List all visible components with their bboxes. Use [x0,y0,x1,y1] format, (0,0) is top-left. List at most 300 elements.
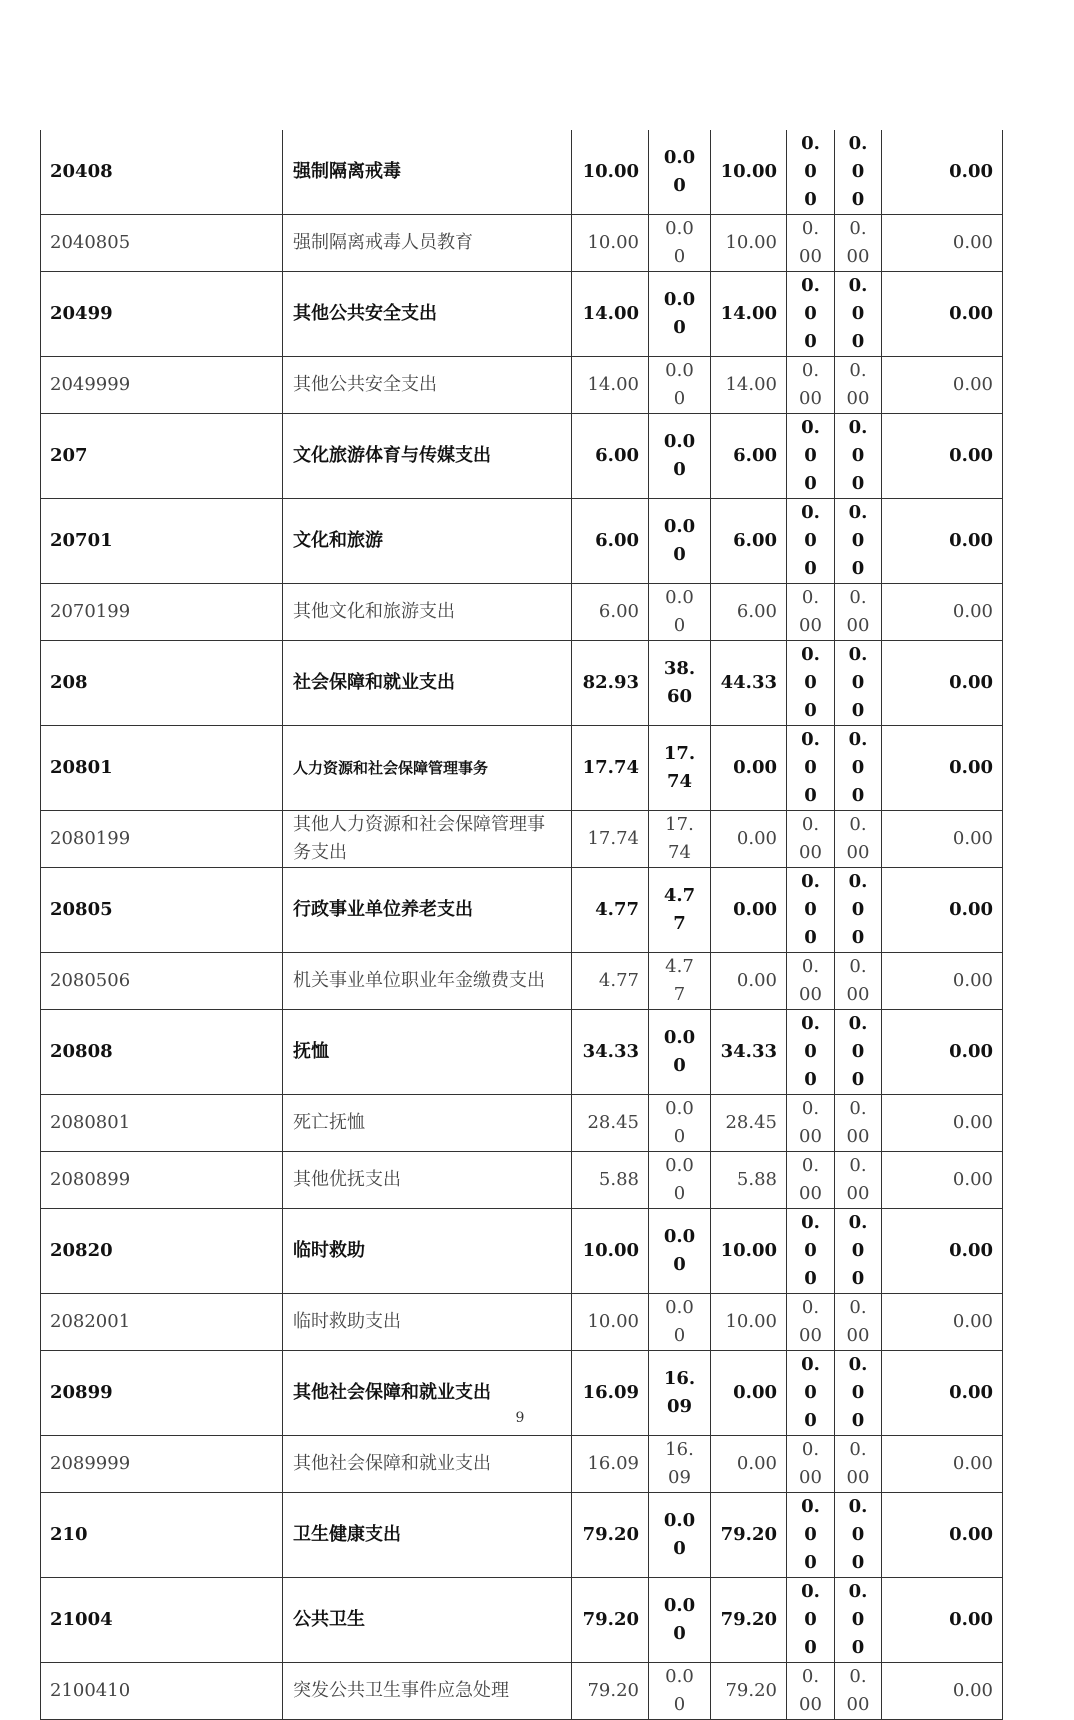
total-cell-text: 79.20 [582,1609,639,1630]
total-cell-text: 17.74 [582,757,639,778]
name-cell [283,1010,572,1095]
col-c-cell [882,1152,1003,1209]
code-cell [41,1294,283,1351]
name-cell [283,584,572,641]
project-cell-text: 14.00 [720,303,777,324]
col-b-cell [835,1493,882,1578]
col-c-cell-text: 0.00 [949,757,993,778]
project-cell [711,215,787,272]
project-cell-text: 0.00 [733,899,777,920]
col-b-cell [835,726,882,811]
col-a-cell [787,130,835,215]
name-cell-text: 其他公共安全支出 [293,374,437,395]
col-b-cell [835,1152,882,1209]
col-c-cell-text: 0.00 [949,1041,993,1062]
basic-cell-text: 0.00 [663,1510,696,1559]
basic-cell [649,868,711,953]
col-a-cell-text: 0.00 [801,1581,820,1658]
col-b-cell-text: 0.00 [846,1666,870,1715]
total-cell-text: 28.45 [587,1112,639,1133]
project-cell [711,1578,787,1663]
name-cell [283,414,572,499]
table-row [41,868,1003,953]
table-row [41,1209,1003,1294]
col-c-cell-text: 0.00 [952,1680,993,1701]
name-cell-text: 突发公共卫生事件应急处理 [293,1680,509,1701]
project-cell-text: 44.33 [720,672,777,693]
name-cell-text: 人力资源和社会保障管理事务 [293,759,489,777]
col-a-cell-text: 0.00 [799,360,822,409]
total-cell [572,130,649,215]
basic-cell [649,130,711,215]
table-row [41,1294,1003,1351]
name-cell-text: 其他文化和旅游支出 [293,601,455,622]
project-cell-text: 10.00 [720,1240,777,1261]
col-b-cell-text: 0.00 [846,1439,870,1488]
table-row [41,1493,1003,1578]
total-cell [572,1436,649,1493]
project-cell-text: 79.20 [720,1524,777,1545]
project-cell [711,357,787,414]
col-c-cell [882,272,1003,357]
name-cell-text: 文化和旅游 [293,530,383,551]
code-cell-text: 20408 [50,161,113,182]
col-a-cell [787,272,835,357]
col-b-cell [835,1294,882,1351]
code-cell-text: 2082001 [50,1311,131,1332]
col-c-cell-text: 0.00 [952,601,993,622]
project-cell-text: 34.33 [720,1041,777,1062]
total-cell-text: 10.00 [587,232,639,253]
name-cell [283,1493,572,1578]
name-cell-text: 强制隔离戒毒 [293,161,401,182]
basic-cell [649,1294,711,1351]
basic-cell [649,1095,711,1152]
table-row [41,641,1003,726]
project-cell [711,1663,787,1720]
basic-cell-text: 0.00 [663,1595,696,1644]
basic-cell [649,953,711,1010]
basic-cell-text: 0.00 [665,218,694,267]
col-b-cell [835,953,882,1010]
total-cell [572,1493,649,1578]
basic-cell-text: 16.09 [665,1439,694,1488]
basic-cell-text: 4.77 [665,956,694,1005]
name-cell-text: 公共卫生 [293,1609,365,1630]
total-cell-text: 4.77 [595,899,639,920]
col-c-cell-text: 0.00 [949,899,993,920]
col-b-cell-text: 0.00 [846,1297,870,1346]
total-cell [572,357,649,414]
name-cell-text: 其他公共安全支出 [293,303,437,324]
name-cell-text: 抚恤 [293,1041,329,1062]
name-cell-text: 其他人力资源和社会保障管理事务支出 [293,814,545,863]
total-cell-text: 16.09 [587,1453,639,1474]
basic-cell-text: 0.00 [663,431,696,480]
total-cell-text: 34.33 [582,1041,639,1062]
col-c-cell [882,641,1003,726]
code-cell [41,1663,283,1720]
table-row [41,1095,1003,1152]
project-cell [711,1209,787,1294]
col-c-cell [882,1294,1003,1351]
basic-cell-text: 17.74 [665,814,694,863]
project-cell [711,1095,787,1152]
basic-cell [649,1436,711,1493]
total-cell [572,726,649,811]
col-a-cell-text: 0.00 [799,1297,822,1346]
col-b-cell-text: 0.00 [848,1496,868,1573]
total-cell [572,1209,649,1294]
col-b-cell-text: 0.00 [848,1581,868,1658]
code-cell [41,499,283,584]
code-cell [41,130,283,215]
code-cell [41,215,283,272]
name-cell-text: 行政事业单位养老支出 [293,899,473,920]
project-cell-text: 6.00 [733,530,777,551]
basic-cell [649,1010,711,1095]
total-cell [572,1294,649,1351]
col-c-cell [882,1010,1003,1095]
col-a-cell-text: 0.00 [799,956,822,1005]
col-b-cell-text: 0.00 [846,1155,870,1204]
col-a-cell [787,414,835,499]
col-b-cell [835,272,882,357]
total-cell [572,1095,649,1152]
col-b-cell-text: 0.00 [846,956,870,1005]
col-b-cell [835,1209,882,1294]
basic-cell [649,1152,711,1209]
name-cell-text: 文化旅游体育与传媒支出 [293,445,491,466]
total-cell [572,1578,649,1663]
basic-cell-text: 0.00 [663,516,696,565]
name-cell [283,726,572,811]
basic-cell [649,414,711,499]
code-cell [41,953,283,1010]
col-b-cell [835,1578,882,1663]
col-c-cell [882,414,1003,499]
col-c-cell-text: 0.00 [949,161,993,182]
basic-cell-text: 0.00 [663,1027,696,1076]
col-c-cell-text: 0.00 [949,530,993,551]
basic-cell-text: 17.74 [663,743,696,792]
code-cell [41,1209,283,1294]
col-b-cell-text: 0.00 [848,133,868,210]
project-cell [711,414,787,499]
project-cell-text: 0.00 [736,828,777,849]
col-c-cell [882,868,1003,953]
table-row [41,130,1003,215]
col-b-cell-text: 0.00 [848,1212,868,1289]
col-c-cell [882,215,1003,272]
total-cell-text: 79.20 [582,1524,639,1545]
table-row [41,272,1003,357]
total-cell-text: 79.20 [587,1680,639,1701]
code-cell [41,357,283,414]
total-cell [572,414,649,499]
name-cell-text: 卫生健康支出 [293,1524,401,1545]
project-cell [711,811,787,868]
project-cell-text: 10.00 [725,1311,777,1332]
col-a-cell-text: 0.00 [801,133,820,210]
table-row [41,953,1003,1010]
code-cell-text: 20820 [50,1240,113,1261]
total-cell-text: 6.00 [595,445,639,466]
col-b-cell [835,868,882,953]
basic-cell-text: 0.00 [665,587,694,636]
table-row [41,1010,1003,1095]
basic-cell [649,1578,711,1663]
total-cell-text: 6.00 [595,530,639,551]
project-cell [711,1493,787,1578]
name-cell [283,499,572,584]
name-cell-text: 社会保障和就业支出 [293,672,455,693]
total-cell [572,953,649,1010]
code-cell [41,1095,283,1152]
col-a-cell [787,215,835,272]
project-cell-text: 10.00 [720,161,777,182]
col-b-cell-text: 0.00 [848,729,868,806]
table-row [41,1578,1003,1663]
col-c-cell-text: 0.00 [949,1382,993,1403]
name-cell [283,1209,572,1294]
code-cell-text: 20801 [50,757,113,778]
col-a-cell [787,1294,835,1351]
total-cell-text: 10.00 [587,1311,639,1332]
table-row [41,726,1003,811]
code-cell-text: 20805 [50,899,113,920]
code-cell [41,1152,283,1209]
name-cell [283,868,572,953]
project-cell-text: 14.00 [725,374,777,395]
col-b-cell [835,130,882,215]
project-cell-text: 6.00 [736,601,777,622]
col-a-cell [787,868,835,953]
name-cell [283,953,572,1010]
total-cell-text: 10.00 [582,1240,639,1261]
project-cell-text: 10.00 [725,232,777,253]
basic-cell-text: 0.00 [663,1226,696,1275]
total-cell [572,1663,649,1720]
col-c-cell-text: 0.00 [952,828,993,849]
col-a-cell [787,1493,835,1578]
col-a-cell [787,1663,835,1720]
col-a-cell [787,953,835,1010]
col-c-cell [882,357,1003,414]
col-c-cell-text: 0.00 [952,1112,993,1133]
col-b-cell [835,811,882,868]
col-a-cell-text: 0.00 [801,417,820,494]
name-cell [283,272,572,357]
total-cell [572,641,649,726]
col-a-cell [787,499,835,584]
table-row [41,1436,1003,1493]
total-cell-text: 82.93 [582,672,639,693]
col-a-cell [787,1010,835,1095]
col-b-cell [835,1436,882,1493]
col-b-cell-text: 0.00 [848,1354,868,1431]
basic-cell [649,1663,711,1720]
code-cell [41,1578,283,1663]
code-cell-text: 2080899 [50,1169,131,1190]
col-c-cell-text: 0.00 [949,303,993,324]
code-cell-text: 208 [50,672,88,693]
col-c-cell-text: 0.00 [949,445,993,466]
col-c-cell-text: 0.00 [952,970,993,991]
basic-cell-text: 0.00 [665,1098,694,1147]
basic-cell-text: 0.00 [663,147,696,196]
table-row [41,811,1003,868]
code-cell-text: 2040805 [50,232,131,253]
total-cell [572,868,649,953]
total-cell-text: 16.09 [582,1382,639,1403]
col-a-cell [787,584,835,641]
col-a-cell [787,641,835,726]
project-cell-text: 0.00 [733,757,777,778]
budget-table [40,130,1003,1720]
code-cell-text: 2080506 [50,970,131,991]
col-a-cell-text: 0.00 [799,1439,822,1488]
col-b-cell-text: 0.00 [846,1098,870,1147]
col-c-cell-text: 0.00 [949,1524,993,1545]
col-a-cell [787,1209,835,1294]
col-b-cell [835,641,882,726]
project-cell-text: 0.00 [736,1453,777,1474]
code-cell [41,272,283,357]
col-a-cell-text: 0.00 [801,275,820,352]
col-c-cell [882,953,1003,1010]
total-cell-text: 10.00 [582,161,639,182]
project-cell [711,130,787,215]
col-a-cell [787,1095,835,1152]
table-row [41,357,1003,414]
total-cell-text: 14.00 [582,303,639,324]
total-cell-text: 6.00 [598,601,639,622]
name-cell [283,641,572,726]
name-cell [283,1095,572,1152]
col-a-cell-text: 0.00 [801,1212,820,1289]
project-cell [711,584,787,641]
col-a-cell-text: 0.00 [801,1354,820,1431]
col-c-cell [882,1578,1003,1663]
total-cell [572,1010,649,1095]
name-cell [283,1436,572,1493]
code-cell [41,1010,283,1095]
code-cell-text: 210 [50,1524,88,1545]
basic-cell-text: 0.00 [663,289,696,338]
total-cell [572,811,649,868]
basic-cell-text: 0.00 [665,1297,694,1346]
col-b-cell-text: 0.00 [848,275,868,352]
col-b-cell-text: 0.00 [848,871,868,948]
project-cell [711,641,787,726]
code-cell [41,641,283,726]
project-cell [711,272,787,357]
code-cell [41,868,283,953]
col-a-cell-text: 0.00 [799,587,822,636]
name-cell [283,1152,572,1209]
name-cell [283,357,572,414]
code-cell-text: 2070199 [50,601,131,622]
code-cell [41,726,283,811]
code-cell [41,584,283,641]
col-c-cell [882,499,1003,584]
table-body [41,130,1003,1720]
total-cell [572,584,649,641]
table-row [41,215,1003,272]
code-cell-text: 20701 [50,530,113,551]
col-a-cell-text: 0.00 [799,1098,822,1147]
col-c-cell-text: 0.00 [952,1311,993,1332]
col-b-cell-text: 0.00 [846,814,870,863]
col-b-cell [835,215,882,272]
page-number: 9 [515,1410,525,1426]
code-cell [41,811,283,868]
table-row [41,1152,1003,1209]
project-cell-text: 79.20 [725,1680,777,1701]
name-cell-text: 临时救助 [293,1240,365,1261]
code-cell-text: 2089999 [50,1453,131,1474]
basic-cell [649,811,711,868]
name-cell-text: 其他优抚支出 [293,1169,401,1190]
code-cell [41,1436,283,1493]
col-a-cell-text: 0.00 [799,218,822,267]
col-c-cell-text: 0.00 [949,672,993,693]
name-cell [283,1663,572,1720]
table-row [41,414,1003,499]
col-b-cell [835,499,882,584]
col-c-cell [882,1095,1003,1152]
name-cell-text: 机关事业单位职业年金缴费支出 [293,970,545,991]
project-cell [711,953,787,1010]
code-cell-text: 20499 [50,303,113,324]
basic-cell [649,1209,711,1294]
name-cell [283,1294,572,1351]
col-a-cell [787,1578,835,1663]
code-cell-text: 207 [50,445,88,466]
basic-cell-text: 38.60 [663,658,696,707]
col-c-cell [882,811,1003,868]
basic-cell-text: 0.00 [665,1666,694,1715]
code-cell-text: 2080801 [50,1112,131,1133]
name-cell-text: 强制隔离戒毒人员教育 [293,232,473,253]
basic-cell-text: 0.00 [665,1155,694,1204]
total-cell [572,499,649,584]
total-cell-text: 4.77 [598,970,639,991]
total-cell [572,1152,649,1209]
project-cell-text: 5.88 [736,1169,777,1190]
table-row [41,584,1003,641]
table-row [41,1663,1003,1720]
project-cell [711,868,787,953]
table-row [41,499,1003,584]
total-cell-text: 14.00 [587,374,639,395]
total-cell [572,272,649,357]
col-a-cell [787,726,835,811]
col-a-cell-text: 0.00 [801,1013,820,1090]
col-b-cell [835,414,882,499]
col-a-cell-text: 0.00 [799,814,822,863]
col-a-cell [787,811,835,868]
name-cell-text: 其他社会保障和就业支出 [293,1453,491,1474]
basic-cell [649,641,711,726]
project-cell-text: 28.45 [725,1112,777,1133]
basic-cell [649,726,711,811]
code-cell-text: 21004 [50,1609,113,1630]
project-cell-text: 0.00 [736,970,777,991]
col-a-cell-text: 0.00 [801,502,820,579]
col-c-cell-text: 0.00 [952,374,993,395]
